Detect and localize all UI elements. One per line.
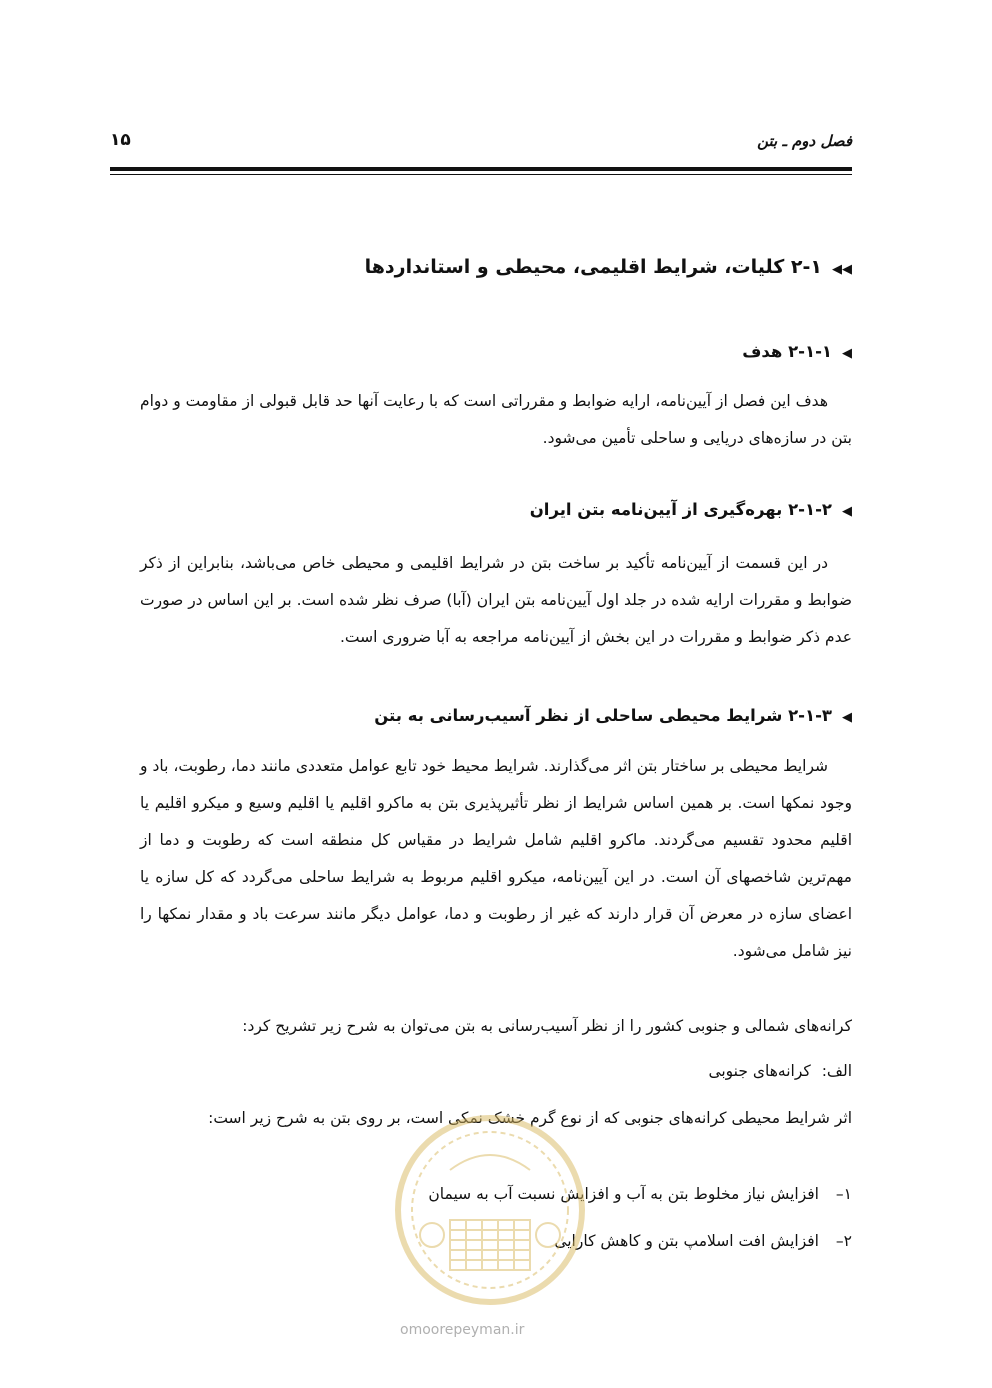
- item-a-label: الف:: [821, 1062, 852, 1080]
- arrow-icon: ◀: [842, 504, 852, 519]
- arrow-icon: ◀: [842, 346, 852, 361]
- paragraph-purpose: هدف این فصل از آیین‌نامه، ارایه ضوابط و مقرراتی است که با رعایت آنها حد قابل قبولی از مقاومت و دوام بتن در سازه‌های دریایی و ساحلی تأمین می‌شود.: [140, 392, 852, 447]
- subsection-title: ۲-۱-۳ شرایط محیطی ساحلی از نظر آسیب‌رسانی به بتن: [374, 706, 832, 725]
- paragraph-iranian-code: در این قسمت از آیین‌نامه تأکید بر ساخت بتن در شرایط اقلیمی و محیطی خاص می‌باشد، بنابراین از ذکر ضوابط و مقررات ارایه شده در جلد اول آیین‌نامه بتن ایران (آبا) صرف نظر شده است. بر این اساس در صورت عدم ذکر ضوابط و مقررات در این بخش از آیین‌نامه مراجعه به آبا ضروری است.: [140, 554, 852, 646]
- page-number: ۱۵: [110, 130, 131, 150]
- paragraph-southern-coast: اثر شرایط محیطی کرانه‌های جنوبی که از نوع گرم خشک نمکی است، بر روی بتن به شرح زیر است:: [208, 1109, 852, 1127]
- section-title: ۲-۱ کلیات، شرایط اقلیمی، محیطی و استانداردها: [364, 256, 822, 278]
- arrow-icon: ◀: [842, 710, 852, 725]
- item-a-text: کرانه‌های جنوبی: [708, 1062, 811, 1080]
- list-text: افزایش نیاز مخلوط بتن به آب و افزایش نسبت آب به سیمان: [428, 1185, 819, 1203]
- paragraph-coastal-conditions: شرایط محیطی بر ساختار بتن اثر می‌گذارند. شرایط محیط خود تابع عوامل متعددی مانند دما، رطوبت، باد و وجود نمکها است. بر همین اساس شرایط از نظر تأثیرپذیری بتن به ماکرو اقلیم یا اقلیم وسیع و میکرو اقلیم یا اقلیم محدود تقسیم می‌گردند. ماکرو اقلیم شامل شرایط در مقیاس کل منطقه است که رطوبت و دما از مهم‌ترین شاخصهای آن است. در این آیین‌نامه، میکرو اقلیم مربوط به شرایط ساحلی می‌گردد که کل سازه یا اعضای سازه در معرض آن قرار دارند که غیر از رطوبت و دما، عوامل دیگر مانند سرعت باد و مقدار نمکها را نیز شامل می‌شود.: [140, 757, 852, 960]
- item-a: [708, 1062, 852, 1080]
- intro-line: کرانه‌های شمالی و جنوبی کشور را از نظر آسیب‌رسانی به بتن می‌توان به شرح زیر تشریح کرد:: [242, 1017, 852, 1035]
- subsection-title: ۲-۱-۱ هدف: [742, 342, 832, 361]
- subsection-heading-1: [742, 342, 852, 361]
- header-rule-thick: [110, 167, 852, 171]
- list-number: ۲–: [835, 1232, 852, 1250]
- list-item: [554, 1232, 852, 1250]
- running-title: فصل دوم ـ بتن: [757, 132, 852, 150]
- subsection-heading-2: [530, 500, 852, 519]
- double-arrow-icon: ◀◀: [832, 262, 852, 277]
- subsection-title: ۲-۱-۲ بهره‌گیری از آیین‌نامه بتن ایران: [529, 500, 832, 519]
- watermark-url: omoorepeyman.ir: [400, 1322, 525, 1338]
- section-heading: [365, 256, 852, 278]
- list-text: افزایش افت اسلامپ بتن و کاهش کارایی: [554, 1232, 819, 1250]
- list-number: ۱–: [835, 1185, 852, 1203]
- watermark-seal-icon: [390, 1110, 590, 1310]
- subsection-heading-3: [374, 706, 852, 725]
- header-rule-thin: [110, 174, 852, 175]
